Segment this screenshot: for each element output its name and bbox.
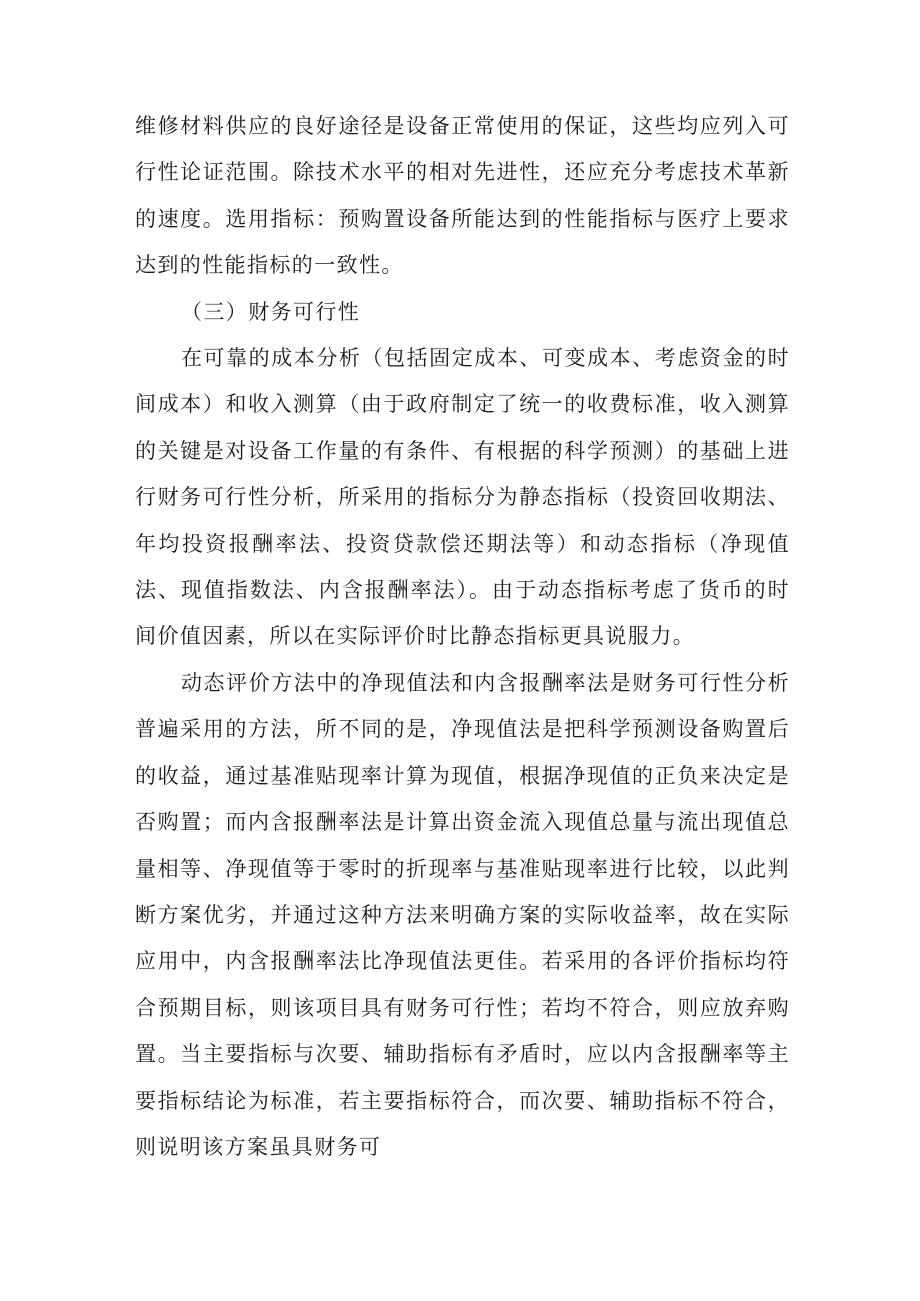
- paragraph: 在可靠的成本分析（包括固定成本、可变成本、考虑资金的时间成本）和收入测算（由于政府制定了统一的收费标准，收入测算的关键是对设备工作量的有条件、有根据的科学预测）的基础上进行财务可行性分析，所采用的指标分为静态指标（投资回收期法、年均投资报酬率法、投资贷款偿还期法等）和动态指标（净现值法、现值指数法、内含报酬率法）。由于动态指标考虑了货币的时间价值因素，所以在实际评价时比静态指标更具说服力。: [135, 346, 790, 649]
- section-heading: （三）财务可行性: [181, 299, 361, 324]
- document-body: [135, 103, 790, 1170]
- paragraph: 动态评价方法中的净现值法和内含报酬率法是财务可行性分析普遍采用的方法，所不同的是，净现值法是把科学预测设备购置后的收益，通过基准贴现率计算为现值，根据净现值的正负来决定是否购置；而内含报酬率法是计算出资金流入现值总量与流出现值总量相等、净现值等于零时的折现率与基准贴现率进行比较，以此判断方案优劣，并通过这种方法来明确方案的实际收益率，故在实际应用中，内含报酬率法比净现值法更佳。若采用的各评价指标均符合预期目标，则该项目具有财务可行性；若均不符合，则应放弃购置。当主要指标与次要、辅助指标有矛盾时，应以内含报酬率等主要指标结论为标准，若主要指标符合，而次要、辅助指标不符合，则说明该方案虽具财务可: [135, 670, 790, 1159]
- paragraph-continued: 维修材料供应的良好途径是设备正常使用的保证，这些均应列入可行性论证范围。除技术水平的相对先进性，还应充分考虑技术革新的速度。选用指标：预购置设备所能达到的性能指标与医疗上要求达到的性能指标的一致性。: [135, 114, 790, 278]
